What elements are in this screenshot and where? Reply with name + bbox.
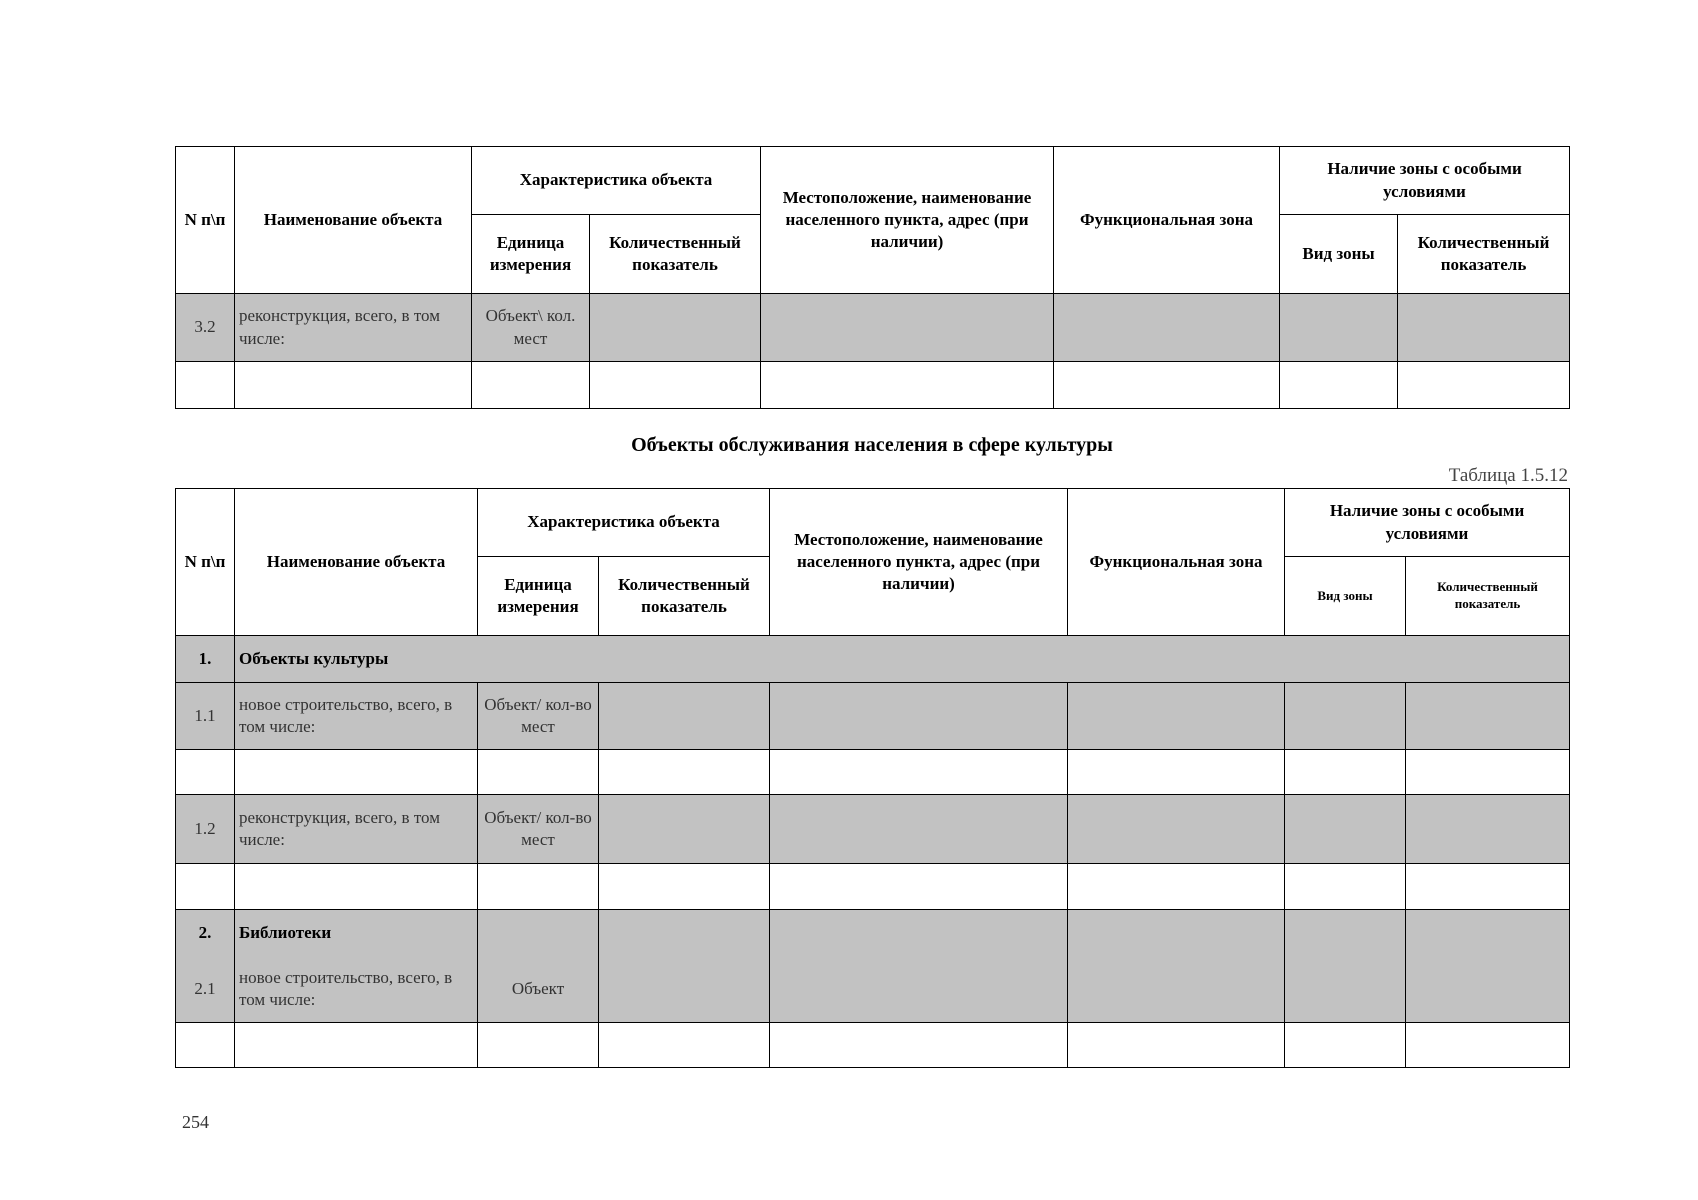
empty-cell xyxy=(1398,362,1570,409)
group-num: 1. xyxy=(176,636,235,683)
row-cell xyxy=(770,683,1068,750)
table-row xyxy=(176,864,1570,910)
empty-cell xyxy=(770,864,1068,910)
header-zone-quantity: Количественный показатель xyxy=(1406,557,1570,636)
header-num: N п\п xyxy=(176,147,235,294)
empty-cell xyxy=(590,362,761,409)
table-row xyxy=(176,362,1570,409)
header-location: Местоположение, наименование населенного пункта, адрес (при наличии) xyxy=(761,147,1054,294)
empty-cell xyxy=(176,1023,235,1068)
row-cell xyxy=(1285,910,1406,956)
header-unit: Единица измерения xyxy=(478,557,599,636)
header-zone-quantity: Количественный показатель xyxy=(1398,215,1570,294)
row-cell xyxy=(1054,294,1280,362)
empty-cell xyxy=(599,1023,770,1068)
empty-cell xyxy=(1406,864,1570,910)
row-unit: Объект/ кол-во мест xyxy=(478,683,599,750)
table-row xyxy=(176,750,1570,795)
group-row xyxy=(176,910,1570,956)
table-1 xyxy=(175,146,1570,409)
header-functional-zone: Функциональная зона xyxy=(1068,489,1285,636)
table-row xyxy=(176,683,1570,750)
table-2 xyxy=(175,488,1570,1068)
empty-cell xyxy=(235,750,478,795)
table-number: Таблица 1.5.12 xyxy=(1448,465,1568,486)
empty-cell xyxy=(235,1023,478,1068)
row-name: реконструкция, всего, в том числе: xyxy=(235,795,478,864)
empty-cell xyxy=(770,1023,1068,1068)
row-cell xyxy=(599,795,770,864)
empty-cell xyxy=(1406,750,1570,795)
header-num: N п\п xyxy=(176,489,235,636)
header-unit: Единица измерения xyxy=(472,215,590,294)
empty-cell xyxy=(1285,750,1406,795)
table-row xyxy=(176,294,1570,362)
row-cell xyxy=(599,956,770,1023)
header-quantity: Количественный показатель xyxy=(599,557,770,636)
empty-cell xyxy=(1285,864,1406,910)
row-cell xyxy=(770,910,1068,956)
row-unit: Объект/ кол-во мест xyxy=(478,795,599,864)
empty-cell xyxy=(235,864,478,910)
row-cell xyxy=(1398,294,1570,362)
empty-cell xyxy=(472,362,590,409)
empty-cell xyxy=(235,362,472,409)
row-name: новое строительство, всего, в том числе: xyxy=(235,683,478,750)
header-special-zone: Наличие зоны с особыми условиями xyxy=(1280,147,1570,215)
empty-cell xyxy=(1068,750,1285,795)
header-name: Наименование объекта xyxy=(235,147,472,294)
row-cell xyxy=(590,294,761,362)
row-cell xyxy=(1406,956,1570,1023)
row-cell xyxy=(1280,294,1398,362)
row-cell xyxy=(599,910,770,956)
row-cell xyxy=(770,956,1068,1023)
row-cell xyxy=(1406,795,1570,864)
row-cell xyxy=(599,683,770,750)
empty-cell xyxy=(1054,362,1280,409)
table-row xyxy=(176,1023,1570,1068)
row-num: 1.2 xyxy=(176,795,235,864)
empty-cell xyxy=(599,750,770,795)
empty-cell xyxy=(478,864,599,910)
empty-cell xyxy=(1406,1023,1570,1068)
row-cell xyxy=(1068,956,1285,1023)
section-title: Объекты обслуживания населения в сфере культуры xyxy=(631,434,1113,456)
empty-cell xyxy=(599,864,770,910)
row-cell xyxy=(1068,795,1285,864)
row-cell xyxy=(761,294,1054,362)
table-row xyxy=(176,956,1570,1023)
row-cell xyxy=(478,910,599,956)
group-num: 2. xyxy=(176,910,235,956)
row-num: 3.2 xyxy=(176,294,235,362)
row-num: 1.1 xyxy=(176,683,235,750)
header-zone-type: Вид зоны xyxy=(1280,215,1398,294)
header-special-zone: Наличие зоны с особыми условиями xyxy=(1285,489,1570,557)
row-cell xyxy=(1285,956,1406,1023)
group-title: Объекты культуры xyxy=(235,636,1570,683)
row-cell xyxy=(1406,683,1570,750)
empty-cell xyxy=(1068,1023,1285,1068)
empty-cell xyxy=(176,362,235,409)
header-zone-type: Вид зоны xyxy=(1285,557,1406,636)
row-cell xyxy=(1406,910,1570,956)
page-number: 254 xyxy=(182,1112,209,1132)
header-characteristic: Характеристика объекта xyxy=(472,147,761,215)
row-unit: Объект xyxy=(478,956,599,1023)
row-name: новое строительство, всего, в том числе: xyxy=(235,956,478,1023)
header-characteristic: Характеристика объекта xyxy=(478,489,770,557)
row-cell xyxy=(1068,910,1285,956)
group-title: Библиотеки xyxy=(235,910,478,956)
empty-cell xyxy=(1068,864,1285,910)
row-cell xyxy=(770,795,1068,864)
empty-cell xyxy=(176,864,235,910)
table-row xyxy=(176,795,1570,864)
empty-cell xyxy=(176,750,235,795)
header-quantity: Количественный показатель xyxy=(590,215,761,294)
empty-cell xyxy=(1285,1023,1406,1068)
row-cell xyxy=(1285,683,1406,750)
empty-cell xyxy=(761,362,1054,409)
row-unit: Объект\ кол. мест xyxy=(472,294,590,362)
group-row xyxy=(176,636,1570,683)
empty-cell xyxy=(1280,362,1398,409)
row-cell xyxy=(1068,683,1285,750)
header-functional-zone: Функциональная зона xyxy=(1054,147,1280,294)
row-name: реконструкция, всего, в том числе: xyxy=(235,294,472,362)
header-location: Местоположение, наименование населенного пункта, адрес (при наличии) xyxy=(770,489,1068,636)
row-num: 2.1 xyxy=(176,956,235,1023)
header-name: Наименование объекта xyxy=(235,489,478,636)
empty-cell xyxy=(478,750,599,795)
empty-cell xyxy=(770,750,1068,795)
row-cell xyxy=(1285,795,1406,864)
empty-cell xyxy=(478,1023,599,1068)
